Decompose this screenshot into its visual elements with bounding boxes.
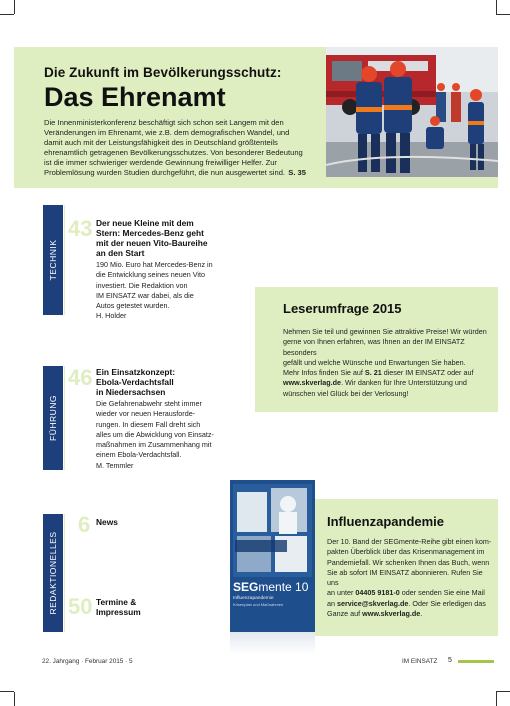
book-title-seg: SEG xyxy=(233,580,259,594)
offer-line: pakten Überblick über das Krisenmanagement im xyxy=(327,547,485,557)
reader-survey-box[interactable] xyxy=(255,287,498,412)
article-body-line: die Entwicklung seines neuen Vito xyxy=(96,270,205,280)
offer-text: an xyxy=(327,598,337,608)
article-body-line: 190 Mio. Euro hat Mercedes-Benz in xyxy=(96,260,213,269)
survey-line xyxy=(283,378,488,388)
crop-mark xyxy=(0,14,14,15)
article-title-line: Impressum xyxy=(96,607,141,617)
article-body xyxy=(96,399,224,471)
article-title-line: Ebola-Verdachtsfall xyxy=(96,377,174,387)
article-title-line: in Niedersachsen xyxy=(96,387,166,397)
offer-text: Ganze auf xyxy=(327,609,363,619)
article-title-line: Stern: Mercedes-Benz geht xyxy=(96,228,204,238)
photo-illustration xyxy=(326,47,498,177)
article-title xyxy=(96,597,141,617)
offer-line xyxy=(327,599,495,609)
book-title xyxy=(233,580,312,594)
offer-line: Der 10. Band der SEGmente-Reihe gibt einen kom- xyxy=(327,537,492,546)
offer-body xyxy=(327,537,495,619)
article-title xyxy=(96,367,221,397)
article-body xyxy=(96,260,221,322)
hero-heading xyxy=(44,65,314,112)
hero-photo-firefighters xyxy=(326,47,498,177)
book-reflection xyxy=(230,632,315,654)
book-cover-segmente-10[interactable] xyxy=(230,480,315,632)
footer-issue-info: 22. Jahrgang · Februar 2015 · 5 xyxy=(42,658,133,665)
page-number: 46 xyxy=(68,365,93,390)
book-subtitle-small: Krisenplan und Maßnahmen xyxy=(233,602,284,607)
article-teaser-ebola[interactable] xyxy=(68,367,218,472)
hero-body-text: Die Innenministerkonferenz beschäftigt sich schon seit Langem mit den Veränderungen im Ehrenamt, wie z.B. dem demografischen Wandel, und damit auch mit der Leistungsfähigkeit des in Deutschland größtenteils ehrenamtlich getragenen Bevölkerungsschutzes. Von besonderer Bedeutung ist die immer schwieriger werdende Gewinnung freiwilliger Helfer. Zur Problemlösung wurden Studien durchgeführt, die nun ausgewertet sind. xyxy=(44,118,303,177)
article-teaser-termine-impressum[interactable] xyxy=(68,596,168,622)
offer-text: . xyxy=(420,609,423,619)
article-body-line: Die Gefahrenabwehr steht immer xyxy=(96,399,202,408)
survey-line: gefällt und welche Wünsche und Erwartungen Sie haben. xyxy=(283,357,466,367)
survey-title: Leserumfrage 2015 xyxy=(283,301,402,316)
book-title-mente: mente 10 xyxy=(258,580,309,594)
article-teaser-mercedes-vito[interactable] xyxy=(68,218,218,328)
survey-line xyxy=(283,368,488,378)
article-body-line: Autos getestet wurden. xyxy=(96,301,170,311)
page-number: 6 xyxy=(78,512,91,537)
article-body-line: einem Ebola-Verdachtsfall. xyxy=(96,450,182,460)
crop-mark xyxy=(496,14,510,15)
offer-text: oder senden Sie eine Mail xyxy=(399,588,485,598)
section-label-fuehrung xyxy=(43,366,63,470)
article-body-line: investiert. Die Redaktion von xyxy=(96,280,188,290)
offer-line: Sie ab sofort IM EINSATZ abonnieren. Rufen Sie uns xyxy=(327,567,483,588)
article-body-line: wieder vor neuen Herausforde- xyxy=(96,409,196,419)
offer-text: an unter xyxy=(327,588,356,598)
website-link[interactable]: www.skverlag.de xyxy=(283,378,342,388)
survey-line: gerne von Ihnen erfahren, was Ihnen an der IM EINSATZ besonders xyxy=(283,337,465,357)
hero-body xyxy=(44,118,306,178)
article-body-line: rungen. In diesem Fall dreht sich xyxy=(96,419,201,429)
crop-mark xyxy=(14,692,15,706)
survey-line: Nehmen Sie teil und gewinnen Sie attraktive Preise! Wir würden xyxy=(283,327,487,336)
section-label-redaktionelles xyxy=(43,514,63,632)
article-title xyxy=(96,218,221,258)
divider xyxy=(64,205,65,315)
hero-page-ref[interactable]: S. 35 xyxy=(288,168,306,177)
offer-title: Influenzapandemie xyxy=(327,514,445,529)
survey-text: Mehr Infos finden Sie auf xyxy=(283,368,365,378)
divider xyxy=(64,366,65,470)
section-label-text: TECHNIK xyxy=(48,239,58,281)
article-body-line: IM EINSATZ war dabei, als die xyxy=(96,290,194,300)
book-subtitle: Influenzapandemie xyxy=(233,596,274,601)
section-label-technik xyxy=(43,205,63,315)
survey-page-ref[interactable]: S. 21 xyxy=(364,368,382,378)
offer-line: Pandemiefall. Wir schenken Ihnen das Buch, wenn xyxy=(327,557,490,567)
survey-text: . Wir danken für Ihre Unterstützung und xyxy=(341,378,467,388)
article-teaser-news[interactable] xyxy=(68,514,148,540)
offer-text: . Oder Sie erledigen das xyxy=(408,598,486,608)
website-link[interactable]: www.skverlag.de xyxy=(362,609,421,619)
article-author: H. Holder xyxy=(96,311,127,321)
article-title-line: an den Start xyxy=(96,248,145,258)
footer-accent-bar xyxy=(458,660,494,663)
footer-page-number: 5 xyxy=(448,657,452,664)
hero-kicker: Die Zukunft im Bevölkerungsschutz: xyxy=(44,65,282,80)
crop-mark xyxy=(0,691,14,692)
survey-text: dieser IM EINSATZ oder auf xyxy=(381,368,474,378)
crop-mark xyxy=(496,0,497,14)
article-body-line: alles um die Abwicklung von Einsatz- xyxy=(96,429,214,439)
survey-line: wünschen viel Glück bei der Verlosung! xyxy=(283,388,409,398)
article-title-line: Ein Einsatzkonzept: xyxy=(96,367,176,377)
crop-mark xyxy=(496,691,510,692)
offer-line xyxy=(327,609,495,619)
email-link[interactable]: service@skverlag.de xyxy=(337,598,409,608)
offer-line xyxy=(327,588,495,598)
section-label-text: FÜHRUNG xyxy=(48,395,58,441)
crop-mark xyxy=(14,0,15,14)
article-title-line: Termine & xyxy=(96,597,137,607)
page-number: 43 xyxy=(68,216,93,241)
hero-title: Das Ehrenamt xyxy=(44,82,226,112)
article-body-line: maßnahmen im Zusammenhang mit xyxy=(96,440,212,450)
book-cover-image xyxy=(233,484,312,577)
phone-number[interactable]: 04405 9181-0 xyxy=(355,588,400,598)
footer-magazine-name: IM EINSATZ xyxy=(402,658,438,665)
divider xyxy=(64,514,65,632)
crop-mark xyxy=(496,692,497,706)
book-illustration xyxy=(233,484,312,577)
survey-body xyxy=(283,327,488,399)
page-number: 50 xyxy=(68,594,93,619)
section-label-text: REDAKTIONELLES xyxy=(48,531,58,615)
article-title-line: Der neue Kleine mit dem xyxy=(96,218,194,228)
article-author: M. Temmler xyxy=(96,460,134,470)
article-title: News xyxy=(96,517,118,527)
hero-teaser[interactable] xyxy=(14,47,498,188)
influenza-offer-box[interactable] xyxy=(315,499,498,636)
article-title-line: mit der neuen Vito-Baureihe xyxy=(96,238,208,248)
